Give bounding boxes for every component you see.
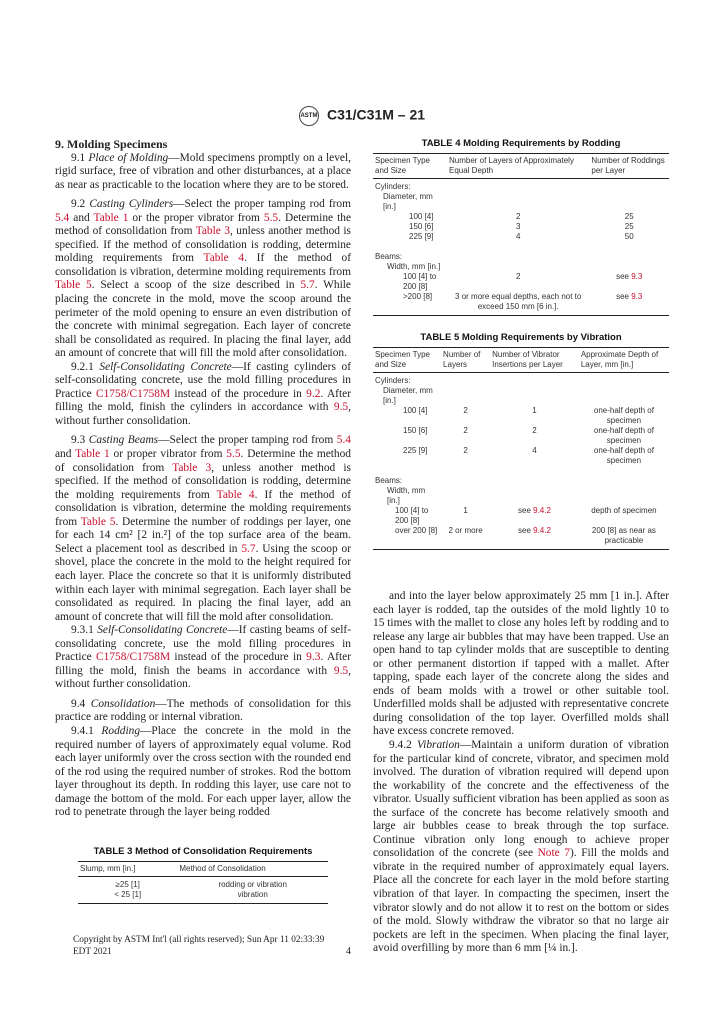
table-cell: 2	[463, 406, 468, 415]
table-row	[373, 272, 669, 292]
table-cell: vibration	[177, 890, 328, 904]
table-cell: one-half depth of specimen	[593, 406, 654, 425]
cross-reference-link[interactable]: 9.5	[333, 664, 349, 677]
cross-reference-link[interactable]: 5.7	[241, 542, 256, 555]
table-row	[373, 373, 669, 387]
paragraph-text: 9.2	[71, 198, 90, 211]
page-number: 4	[346, 945, 351, 957]
right-column	[373, 138, 669, 956]
paragraph	[373, 590, 669, 739]
table-cell: see 9.4.2	[518, 506, 551, 515]
table-cell: Beams:	[375, 252, 403, 261]
table-row	[373, 526, 669, 550]
table-cell: 3 or more equal depths, each not to exceed 150 mm [6 in.].	[447, 292, 589, 316]
paragraph-text: —If casting cylinders of self-consolidating concrete, use the mold filling procedures in Practice	[55, 360, 351, 400]
table-cell	[589, 262, 669, 272]
column-header: Method of Consolidation	[177, 861, 328, 876]
paragraph-text: . After filling the mold, finish the cylinders in accordance with	[55, 387, 351, 414]
cross-reference-link[interactable]: 5.5	[263, 211, 279, 224]
paragraph-text: instead of the procedure in	[170, 387, 307, 400]
table-cell	[579, 373, 669, 387]
table-cell	[447, 179, 589, 193]
cross-reference-link[interactable]: C1758/C1758M	[96, 387, 171, 400]
table-cell: 4	[532, 446, 537, 455]
paragraph-text: or proper vibrator from	[109, 448, 227, 461]
paragraph-text: —Mold specimens promptly on a level, rigid surface, free of vibration and other disturbances, at a place as near as practicable to the location where they are to be stored.	[55, 151, 351, 191]
table-cell	[441, 476, 490, 486]
paragraph-text: —The methods of consolidation for this practice are rodding or internal vibration.	[55, 697, 351, 724]
table-cell: 50	[624, 232, 634, 241]
table-cell	[579, 466, 669, 476]
paragraph-text: instead of the procedure in	[170, 651, 307, 664]
table-4	[373, 138, 669, 316]
paragraph-caption: Rodding	[101, 724, 141, 737]
table-cell	[490, 476, 579, 486]
table-row	[373, 179, 669, 193]
table-cell: 2	[463, 446, 468, 455]
table-cell	[589, 252, 669, 262]
table-row	[373, 232, 669, 242]
table-cell	[373, 242, 447, 252]
table-cell	[589, 192, 669, 212]
cross-reference-link[interactable]: Table 4	[203, 252, 245, 265]
table-cell: rodding or vibration	[218, 879, 287, 889]
table-cell: >200 [8]	[373, 292, 447, 316]
paragraph-text: , unless another method is specified. If the method of consolidation is rodding, determine the molding requirements from	[55, 461, 351, 501]
cross-reference-link[interactable]: 9.4.2	[533, 506, 551, 515]
paragraph-caption: Place of Molding	[88, 151, 169, 164]
table-cell	[579, 486, 669, 506]
paragraph-text: . Determine the method of consolidation from	[55, 448, 352, 474]
paragraph-text: and into the layer below approximately 25 mm [1 in.]. After each layer is rodded, tap the outsides of the mold lightly 10 to 15 times with the mallet to close any holes left by rodding and to release any large air bubbles that may have been trapped. Use an open hand to tap cylinder molds that are susceptible to denting or other permanent distortion if tapped with a mallet. After tapping, spade each layer of the concrete along the sides and ends of beam molds with a trowel or other suitable tool. Underfilled molds shall be adjusted with representative concrete during consolidation of the top layer. Overfilled molds shall have excess concrete removed.	[373, 590, 669, 738]
cross-reference-link[interactable]: 5.4	[336, 434, 351, 447]
table-cell	[490, 373, 579, 387]
table-cell	[373, 466, 441, 476]
table-cell: 100 [4]	[409, 212, 434, 221]
table-cell	[490, 386, 579, 406]
table-cell: 25	[624, 222, 634, 231]
paragraph	[55, 361, 351, 429]
paragraph-text: . Determine the method of consolidation from	[55, 211, 352, 238]
paragraph-text: . While placing the concrete in the mold, move the scoop around the perimeter of the mold opening to ensure an even distribution of the concrete with minimal segregation. Each layer of concrete shall be consolidated as required. In placing the final layer, add an amount of concrete that will fill the mold after consolidation.	[55, 279, 351, 360]
table-row	[373, 406, 669, 426]
column-header: Number of Roddings per Layer	[589, 154, 669, 179]
paragraph-text: ). Fill the molds and vibrate in the required number of approximately equal layers. Place all the concrete for each layer in the mold before starting vibration of that layer. In compacting the specimen, insert the vibrator slowly and do not allow it to rest on the bottom or sides of the mold. Slowly withdraw the vibrator so that no large air pockets are left in the specimen. When placing the final layer, avoid overfilling by more than 6 mm [¼ in.].	[373, 847, 669, 955]
paragraph	[55, 725, 351, 820]
document-header	[0, 106, 724, 126]
cross-reference-link[interactable]: Table 3	[172, 461, 212, 474]
table-cell	[447, 192, 589, 212]
table-row	[373, 192, 669, 212]
table-cell	[490, 486, 579, 506]
cross-reference-link[interactable]: 5.4	[55, 211, 70, 224]
paragraph-text: , unless another method is specified. If the method of consolidation is rodding, determine molding requirements from	[55, 225, 351, 265]
table-row	[78, 876, 328, 890]
table-row	[373, 242, 669, 252]
paragraph-caption: Vibration	[417, 739, 460, 752]
table-row	[373, 426, 669, 446]
table-cell	[490, 466, 579, 476]
cross-reference-link[interactable]: 9.3	[631, 292, 643, 301]
paragraph-text: —Maintain a uniform duration of vibration for the particular kind of concrete, vibrator, and specimen mold involved. The duration of vibration required will depend upon the workability of the concrete and the effectiveness of the vibrator. Usually sufficient vibration has been applied as soon as the surface of the concrete has become relatively smooth and large air bubbles cease to break through the top surface. Continue vibration only long enough to achieve proper consolidation of the concrete (see	[373, 739, 669, 860]
table-cell	[579, 476, 669, 486]
table-cell: 1	[463, 506, 468, 515]
table-title: TABLE 4 Molding Requirements by Rodding	[421, 138, 621, 149]
table-cell: 100 [4] to 200 [8]	[403, 272, 437, 291]
paragraph	[55, 434, 351, 624]
table-cell: 100 [4]	[403, 406, 428, 415]
paragraph-text: 9.2.1	[71, 360, 100, 373]
table-cell: ≥25 [1]	[115, 879, 140, 889]
table-row	[373, 222, 669, 232]
cross-reference-link[interactable]: C1758/C1758M	[96, 651, 171, 664]
paragraph-text: —If casting beams of self-consolidating concrete, use the mold filling procedures in Practice	[55, 624, 351, 664]
paragraph-caption: Casting Beams	[88, 434, 159, 447]
paragraph	[55, 698, 351, 725]
table-cell: 200 [8] as near as practicable	[579, 526, 669, 550]
paragraph-text: —Select the proper tamping rod from	[173, 198, 351, 211]
table-cell: 150 [6]	[409, 222, 434, 231]
paragraph-text: . After filling the mold, finish the beams in accordance with	[55, 651, 351, 677]
paragraph-text: 9.4	[71, 697, 91, 710]
table-row	[373, 292, 669, 316]
table-cell: over 200 [8]	[373, 526, 441, 550]
table-cell: 225 [9]	[403, 446, 428, 455]
cross-reference-link[interactable]: Table 5	[80, 515, 116, 528]
section-heading: 9. Molding Specimens	[55, 137, 168, 151]
paragraph-text: , without further consolidation.	[55, 401, 351, 427]
table-cell	[589, 179, 669, 193]
table-row	[78, 890, 328, 904]
table-row	[373, 262, 669, 272]
paragraph-text: . Determine the number of roddings per layer, one for each 14 cm² [2 in.²] of the top surface area of the beam. Select a placement tool as described in	[55, 515, 351, 555]
table-cell: 4	[515, 232, 521, 241]
table-cell: Beams:	[375, 476, 403, 485]
cross-reference-link[interactable]: Table 1	[93, 211, 129, 224]
paragraph-caption: Self-Consolidating Concrete	[99, 360, 232, 373]
cross-reference-link[interactable]: 9.2	[306, 387, 321, 400]
paragraph-text: , without further consolidation.	[55, 664, 351, 691]
table-row	[373, 486, 669, 506]
table-cell: see 9.3	[616, 272, 643, 281]
cross-reference-link[interactable]: 9.4.2	[533, 526, 551, 535]
cross-reference-link[interactable]: Table 5	[55, 279, 92, 292]
paragraph-caption: Casting Cylinders	[89, 198, 174, 211]
cross-reference-link[interactable]: Table 4	[216, 488, 255, 501]
paragraph-text: or the proper vibrator from	[128, 211, 264, 224]
table-cell: 3	[515, 222, 521, 231]
table-cell: Diameter, mm [in.]	[383, 192, 433, 211]
table-row	[373, 386, 669, 406]
column-header: Specimen Type and Size	[373, 348, 441, 373]
table-cell: 2	[532, 426, 537, 435]
paragraph-text: . If the method of consolidation is vibration, determine molding requirements from	[55, 252, 351, 278]
paragraph-text: 9.4.2	[389, 739, 418, 752]
table-cell	[447, 252, 589, 262]
table-cell	[441, 486, 490, 506]
table-cell	[441, 373, 490, 387]
paragraph-text: . Using the scoop or shovel, place the concrete in the mold to the height required for each layer. Place the concrete so that it is uniformly distributed within each layer with minimal segregation. Each layer shall be consolidated as required. In placing the final layer, add an amount of concrete that will fill the mold after consolidation.	[55, 542, 351, 623]
table-cell	[589, 242, 669, 252]
column-header: Number of Layers	[441, 348, 490, 373]
table-cell	[579, 386, 669, 406]
table-cell: one-half depth of specimen	[593, 426, 654, 445]
paragraph-text: 9.3	[71, 434, 89, 447]
table-5	[373, 332, 669, 550]
table-cell: 25	[624, 212, 634, 221]
table-cell: Diameter, mm [in.]	[383, 386, 433, 405]
table-row	[373, 446, 669, 466]
paragraph-text: —Select the proper tamping rod from	[158, 434, 337, 447]
cross-reference-link[interactable]: Note 7	[537, 847, 570, 860]
table-cell	[441, 466, 490, 476]
table-title: TABLE 3 Method of Consolidation Requirements	[93, 845, 313, 857]
left-column	[55, 138, 351, 958]
designation: C31/C31M – 21	[326, 106, 426, 123]
table-cell: one-half depth of specimen	[593, 446, 654, 465]
paragraph	[55, 152, 351, 193]
table-cell: 100 [4] to 200 [8]	[395, 506, 429, 525]
table-cell: see 9.4.2	[490, 526, 579, 550]
paragraph-text: 9.1	[71, 151, 89, 164]
column-header: Number of Layers of Approximately Equal Depth	[447, 154, 589, 179]
paragraph-text: —Place the concrete in the mold in the required number of layers of approximately equal volume. Rod each layer uniformly over the cross section with the rounded end of the rod using the required number of strokes. Rod the bottom layer throughout its depth. In rodding this layer, use care not to damage the bottom of the mold. For each upper layer, allow the rod to penetrate through the layer being rodded	[55, 724, 351, 819]
table-title: TABLE 5 Molding Requirements by Vibration	[420, 332, 622, 343]
table-cell: Width, mm [in.]	[387, 262, 441, 271]
paragraph	[55, 624, 351, 692]
table-cell: depth of specimen	[591, 506, 657, 515]
table-3	[78, 846, 328, 904]
table-row	[373, 476, 669, 486]
table-cell: 225 [9]	[409, 232, 434, 241]
column-header: Slump, mm [in.]	[78, 861, 177, 876]
table-cell: 2	[515, 272, 521, 281]
paragraph-caption: Self-Consolidating Concrete	[97, 624, 228, 637]
table-cell: 2	[515, 212, 521, 221]
cross-reference-link[interactable]: 5.7	[300, 279, 315, 292]
astm-logo-icon: ASTM	[299, 106, 319, 126]
table-cell: 2 or more	[441, 526, 490, 550]
cross-reference-link[interactable]: Table 1	[75, 448, 110, 461]
table-cell: 2	[463, 426, 468, 435]
table-cell: see 9.3	[589, 292, 669, 316]
cross-reference-link[interactable]: 9.3	[631, 272, 643, 281]
table-cell: 1	[532, 406, 537, 415]
paragraph-caption: Consolidation	[90, 697, 156, 710]
paragraph-text: and	[69, 211, 94, 224]
cross-reference-link[interactable]: Table 3	[195, 225, 230, 238]
table-cell: < 25 [1]	[78, 890, 177, 904]
table-row	[373, 212, 669, 222]
table-cell	[447, 242, 589, 252]
copyright-footer: Copyright by ASTM Int'l (all rights reserved); Sun Apr 11 02:33:39 EDT 2021	[73, 934, 325, 957]
table-cell: Cylinders:	[375, 182, 411, 191]
table-row	[373, 252, 669, 262]
paragraph-text: and	[55, 448, 76, 461]
column-header: Specimen Type and Size	[373, 154, 447, 179]
cross-reference-link[interactable]: 9.5	[333, 401, 349, 414]
paragraph-text: 9.4.1	[71, 724, 102, 737]
table-row	[373, 466, 669, 476]
paragraph	[373, 739, 669, 956]
paragraph-text: 9.3.1	[71, 624, 98, 637]
footer	[55, 934, 351, 958]
table-cell	[441, 386, 490, 406]
table-row	[373, 506, 669, 526]
table-cell: Width, mm [in.]	[387, 486, 426, 505]
paragraph-text: . If the method of consolidation is vibration, determine the molding requirements from	[55, 488, 351, 528]
table-cell: Cylinders:	[375, 376, 411, 385]
cross-reference-link[interactable]: 9.3	[306, 651, 321, 664]
column-header: Number of Vibrator Insertions per Layer	[490, 348, 579, 373]
table-cell: 150 [6]	[403, 426, 428, 435]
paragraph	[55, 198, 351, 361]
cross-reference-link[interactable]: 5.5	[226, 448, 241, 461]
table-cell	[447, 262, 589, 272]
column-header: Approximate Depth of Layer, mm [in.]	[579, 348, 669, 373]
paragraph-text: . Select a scoop of the size described in	[91, 279, 301, 292]
